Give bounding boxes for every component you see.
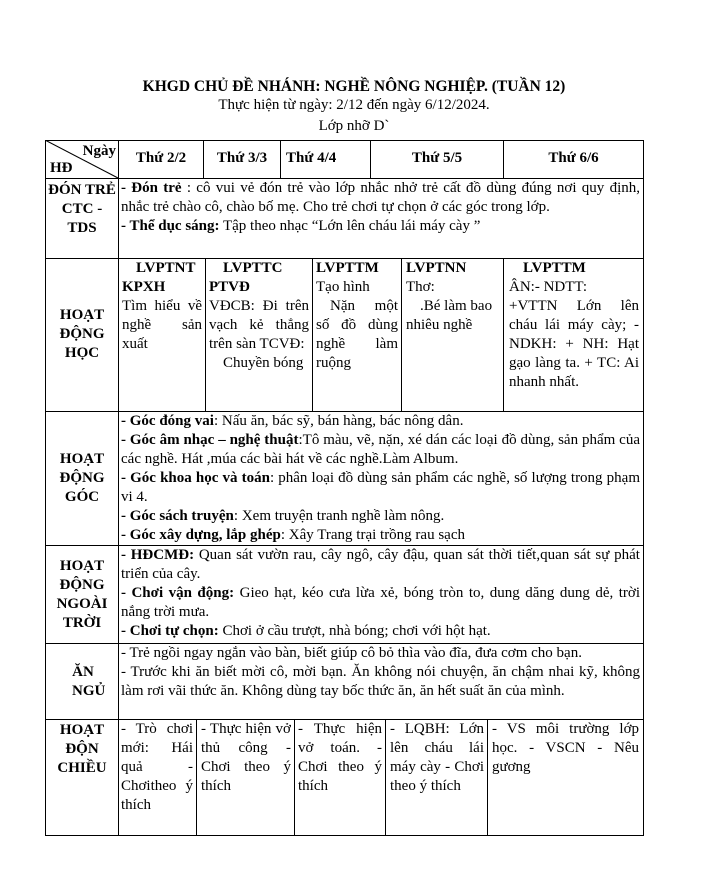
row-label-ngoai-troi: HOẠT ĐỘNG NGOÀI TRỜI	[56, 558, 108, 631]
table-border	[205, 258, 206, 411]
hoc-cell-mon: LVPTNT KPXH Tìm hiểu về nghề sản xuất	[122, 260, 202, 352]
chieu-cell-wed: - Thực hiện vở toán. - Chơi theo ý thích	[298, 721, 382, 794]
table-border	[196, 719, 197, 835]
table-border	[118, 140, 119, 836]
list-item: - Góc đóng vai: Nấu ăn, bác sỹ, bán hàng, bác nông dân.	[121, 413, 464, 429]
table-border	[401, 258, 402, 411]
chieu-cell-tue: - Thực hiện vở thủ công - Chơi theo ý thích	[201, 721, 291, 794]
list-item: - Trẻ ngồi ngay ngắn vào bàn, biết giúp cô bỏ thìa vào đĩa, đưa cơm cho bạn.	[121, 645, 582, 661]
an-ngu-content	[121, 644, 640, 701]
hoc-cell-tue: LVPTTC PTVĐ VĐCB: Đi trên vạch kẻ thẳng trên sàn TCVĐ: Chuyền bóng	[209, 260, 309, 371]
day-header-fri: Thứ 6/6	[548, 150, 599, 166]
row-label-chieu: HOẠT ĐỘN CHIỀU	[57, 722, 107, 776]
chieu-cell-mon: - Trò chơi mới: Hái quả -Chơitheo ý thích	[121, 721, 193, 813]
document-title: KHGD CHỦ ĐỀ NHÁNH: NGHỀ NÔNG NGHIỆP. (TUẦN 12)	[142, 78, 566, 95]
list-item: - Chơi tự chọn: Chơi ở cầu trượt, nhà bóng; chơi với hột hạt.	[121, 623, 491, 639]
list-item: - Góc âm nhạc – nghệ thuật:Tô màu, vẽ, nặn, xé dán các loại đồ dùng, sản phẩm của các nghề. Hát ,múa các bài hát về các nghề.Làm Album.	[121, 432, 640, 467]
ngoai-troi-content	[121, 546, 640, 641]
goc-content	[121, 412, 640, 545]
don-tre-content	[121, 179, 640, 236]
row-label-an-ngu: ĂN NGỦ	[72, 664, 106, 699]
corner-day-label: Ngày	[82, 143, 116, 159]
corner-activity-label: HĐ	[50, 160, 73, 176]
table-border	[45, 140, 644, 141]
table-border	[312, 258, 313, 411]
list-item: - Góc khoa học và toán: phân loại đồ dùng sản phẩm các nghề, số lượng trong phạm vi 4.	[121, 470, 640, 505]
list-item: - HĐCMĐ: Quan sát vườn rau, cây ngô, cây đậu, quan sát thời tiết,quan sát sự phát triển của cây.	[121, 547, 640, 582]
row-label-don-tre: ĐÓN TRẺ CTC - TDS	[48, 182, 116, 236]
table-border	[487, 719, 488, 835]
chieu-cell-thu: - LQBH: Lớn lên cháu lái máy cày - Chơi theo ý thích	[390, 721, 484, 794]
row-label-hoat-dong-goc: HOẠT ĐỘNG GÓC	[59, 451, 105, 505]
hoc-cell-wed: LVPTTM Tạo hình Nặn một số đồ dùng nghề làm ruộng	[316, 260, 398, 371]
list-item: - Góc sách truyện: Xem truyện tranh nghề làm nông.	[121, 508, 445, 524]
table-border	[503, 258, 504, 411]
list-item: - Góc xây dựng, lắp ghép: Xây Trang trại trồng rau sạch	[121, 527, 465, 543]
hoc-cell-fri: LVPTTM ÂN:- NDTT: +VTTN Lớn lên cháu lái máy cày; - NDKH: + NH: Hạt gạo làng ta. + TC: Ai nhanh nhất.	[509, 260, 639, 390]
list-item: - Trước khi ăn biết mời cô, mời bạn. Ăn không nói chuyện, ăn chậm nhai kỹ, không làm rơi vãi thức ăn. Không dùng tay bốc thức ăn, ăn hết suất ăn của mình.	[121, 664, 640, 699]
date-range: Thực hiện từ ngày: 2/12 đến ngày 6/12/2024.	[218, 97, 490, 113]
table-border	[385, 719, 386, 835]
day-header-wed: Thứ 4/4	[286, 150, 337, 166]
day-header-mon: Thứ 2/2	[135, 150, 187, 166]
table-border	[294, 719, 295, 835]
class-name: Lớp nhỡ D`	[318, 118, 390, 134]
day-header-thu: Thứ 5/5	[411, 150, 463, 166]
day-header-tue: Thứ 3/3	[216, 150, 268, 166]
list-item: - Thể dục sáng: Tập theo nhạc “Lớn lên cháu lái máy cày ”	[121, 218, 481, 234]
table-border	[45, 835, 644, 836]
hoc-cell-thu: LVPTNN Thơ: .Bé làm bao nhiêu nghề	[406, 260, 493, 333]
row-label-hoat-dong-hoc: HOẠT ĐỘNG HỌC	[59, 307, 105, 361]
table-border	[643, 140, 644, 836]
chieu-cell-fri: - VS môi trường lớp học. - VSCN - Nêu gương	[492, 721, 639, 775]
list-item: - Chơi vận động: Gieo hạt, kéo cưa lừa xẻ, bóng tròn to, dung dăng dung dẻ, trời nắng trời mưa.	[121, 585, 640, 620]
list-item: - Đón trẻ : cô vui vẻ đón trẻ vào lớp nhắc nhở trẻ cất đồ dùng đúng nơi quy định, nhắc trẻ chào cô, chào bố mẹ. Cho trẻ chơi tự chọn ở các góc trong lớp.	[121, 180, 640, 215]
